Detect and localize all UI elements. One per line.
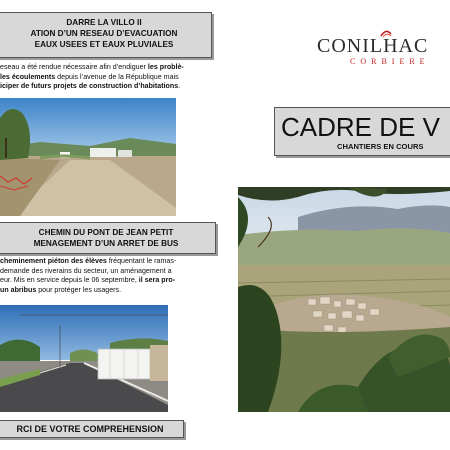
bold-text: les écoulements xyxy=(0,72,56,81)
bold-text: cheminement piéton des élèves xyxy=(0,257,107,265)
paragraph-line xyxy=(0,63,212,73)
heading-line: ATION D’UN RESEAU D’EVACUATION xyxy=(30,29,178,38)
text: eseau a été rendue nécessaire afin d’endiguer xyxy=(0,63,148,71)
photo-chantier-terrain xyxy=(0,98,176,216)
heading-line: CHEMIN DU PONT DE JEAN PETIT xyxy=(38,228,174,237)
text: eur. Mis en service depuis le 06 septembre, xyxy=(0,276,139,285)
paragraph-line xyxy=(0,267,212,277)
page-title: CADRE DE V xyxy=(281,112,440,142)
bold-text: les problè- xyxy=(147,63,184,71)
paragraph-line xyxy=(0,73,212,83)
photo-paysage-village xyxy=(238,187,450,412)
photo-arret-bus xyxy=(0,305,168,412)
heading-line: EAUX USEES ET EAUX PLUVIALES xyxy=(34,40,174,49)
text: depuis l’avenue de la République mais xyxy=(55,72,179,81)
bold-text: un abribus xyxy=(0,285,37,294)
logo-subtitle: CORBIERE xyxy=(350,57,430,66)
paragraph-line xyxy=(0,257,212,267)
page-subtitle: CHANTIERS EN COURS xyxy=(337,142,424,151)
text: . xyxy=(178,82,181,91)
paragraph-line xyxy=(0,276,212,286)
thanks-text: RCI DE VOTRE COMPREHENSION xyxy=(16,424,164,434)
bold-text: il sera pro- xyxy=(138,276,176,285)
logo-wordmark: CONILHAC xyxy=(317,35,429,57)
town-logo xyxy=(312,28,450,74)
bold-text: iciper de futurs projets de construction d’habitations xyxy=(0,82,179,91)
heading-line: MENAGEMENT D’UN ARRET DE BUS xyxy=(33,239,179,248)
heading-line: DARRE LA VILLO II xyxy=(66,18,142,27)
paragraph-line xyxy=(0,82,212,92)
thanks-banner xyxy=(0,420,184,438)
page-title-box xyxy=(274,107,450,156)
section-heading-arret-bus xyxy=(0,222,216,254)
section-paragraph-reseau xyxy=(0,63,212,92)
text: fréquentant le ramas- xyxy=(106,257,177,265)
text: pour protéger les usagers. xyxy=(36,285,122,294)
paragraph-line xyxy=(0,286,212,296)
section-paragraph-arret-bus xyxy=(0,257,212,295)
text: demande des riverains du secteur, un aménagement a xyxy=(0,266,172,275)
section-heading-reseau xyxy=(0,12,212,58)
